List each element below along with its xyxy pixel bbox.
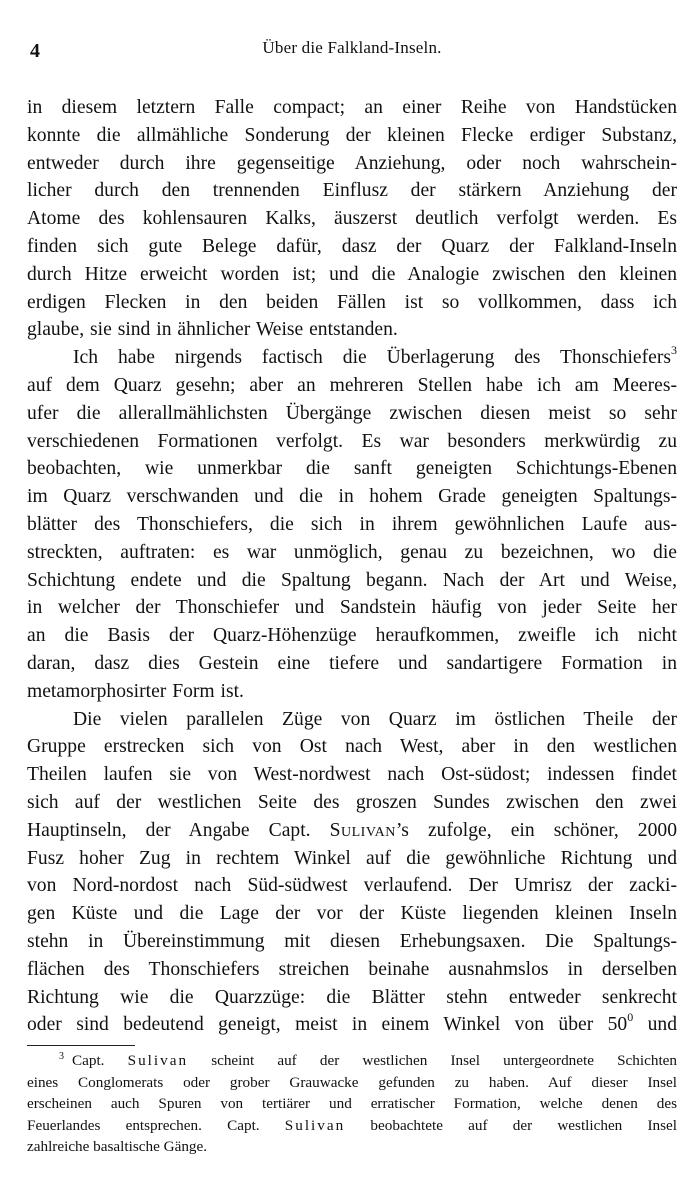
text-line: in diesem letztern Falle compact; an einer Reihe von Handstücken <box>27 97 677 118</box>
page-number: 4 <box>30 40 40 62</box>
footnote-divider <box>27 1045 135 1046</box>
text-line: blätter des Thonschiefers, die sich in ihrem gewöhnlichen Laufe aus- <box>27 513 677 535</box>
footnote-line: zahlreiche basaltische Gänge. <box>27 1138 208 1156</box>
text-line: ufer die allerallmählichsten Übergänge zwischen diesen meist so sehr <box>27 402 677 424</box>
text-line: metamorphosirter Form ist. <box>27 680 244 702</box>
text-line: im Quarz verschwanden und die in hohem Grade geneigten Spaltungs- <box>27 486 677 508</box>
text-line-content: Ich habe nirgends factisch die Überlagerung des Thonschiefers <box>73 347 671 369</box>
text-line: finden sich gute Belege dafür, dasz der Quarz der Falkland-Inseln <box>27 235 677 257</box>
text-line: licher durch den trennenden Einflusz der stärkern Anziehung der <box>27 180 677 202</box>
text-line: Atome des kohlensauren Kalks, äuszerst deutlich verfolgt werden. Es <box>27 208 677 230</box>
running-title: Über die Falkland-Inseln. <box>262 38 442 57</box>
footnote-text: Feuerlandes entsprechen. Capt. <box>27 1116 260 1134</box>
text-line-with-name <box>27 817 677 845</box>
text-line: beobachten, wie unmerkbar die sanft geneigten Schichtungs-Ebenen <box>27 458 677 480</box>
footnote-line <box>27 1115 677 1137</box>
text-line: in welcher der Thonschiefer und Sandstein häufig von jeder Seite her <box>27 597 677 619</box>
person-name: Sulivan <box>284 1116 346 1134</box>
text-line-content: und <box>633 1014 678 1036</box>
text-line: Richtung wie die Quarzzüge: die Blätter stehn entweder senkrecht <box>27 986 677 1008</box>
footnote-line: erscheinen auch Spuren von tertiärer und erratischer Formation, welche denen des <box>27 1095 677 1113</box>
text-line: daran, dasz dies Gestein eine tiefere und sandartigere Formation in <box>27 652 677 674</box>
text-line-content: oder sind bedeutend geneigt, meist in einem Winkel von über 50 <box>27 1014 628 1036</box>
text-line: entweder durch ihre gegenseitige Anziehung, oder noch wahrschein- <box>27 152 677 174</box>
text-line: Fusz hoher Zug in rechtem Winkel auf die gewöhnliche Richtung und <box>27 847 677 869</box>
footnote-reference: 3 <box>671 343 677 358</box>
text-line: flächen des Thonschiefers streichen beinahe ausnahmslos in derselben <box>27 958 677 980</box>
text-line: glaube, sie sind in ähnlicher Weise entstanden. <box>27 319 398 341</box>
text-line: konnte die allmähliche Sonderung der kleinen Flecke erdiger Substanz, <box>27 124 677 146</box>
text-line: erdigen Flecken in den beiden Fällen ist so vollkommen, dass ich <box>27 291 677 313</box>
text-line: stehn in Übereinstimmung mit diesen Erhebungsaxen. Die Spaltungs- <box>27 930 677 952</box>
text-line: an die Basis der Quarz-Höhenzüge heraufkommen, zweifle ich nicht <box>27 625 677 647</box>
footnote-line: eines Conglomerats oder grober Grauwacke gefunden zu haben. Auf dieser Insel <box>27 1073 677 1091</box>
text-line: gen Küste und die Lage der vor der Küste liegenden kleinen Inseln <box>27 903 677 925</box>
footnote-text: beobachtete auf der westlichen Insel <box>370 1116 677 1134</box>
person-name: Sulivan <box>127 1052 189 1070</box>
text-line-content: Hauptinseln, der Angabe Capt. <box>27 819 311 841</box>
body-text <box>27 94 677 1039</box>
degree-sign: 0 <box>627 1010 634 1025</box>
text-line-with-degree <box>27 1011 677 1039</box>
text-line: streckten, auftraten: es war unmöglich, genau zu bezeichnen, wo die <box>27 541 677 563</box>
footnote-mark: 3 <box>59 1051 64 1063</box>
text-line: Gruppe erstrecken sich von Ost nach West, aber in den westlichen <box>27 736 677 758</box>
text-line: sich auf der westlichen Seite des groszen Sundes zwischen den zwei <box>27 791 677 813</box>
footnote-text: scheint auf der westlichen Insel untergeordnete Schichten <box>211 1052 677 1070</box>
text-line: von Nord-nordost nach Süd-südwest verlaufend. Der Umrisz der zacki- <box>27 875 677 897</box>
footnote <box>27 1050 677 1158</box>
text-line: Theilen laufen sie von West-nordwest nach Ost-südost; indessen findet <box>27 764 677 786</box>
text-line-with-footnote-ref <box>27 344 677 372</box>
text-line: Schichtung endete und die Spaltung begann. Nach der Art und Weise, <box>27 569 677 591</box>
text-line-content: ’s zufolge, ein schöner, 2000 <box>395 819 677 841</box>
text-line: Die vielen parallelen Züge von Quarz im östlichen Theile der <box>73 708 677 730</box>
person-name: Sulivan <box>329 819 396 841</box>
footnote-text: Capt. <box>72 1052 105 1070</box>
page-header <box>27 36 677 68</box>
footnote-line <box>27 1050 677 1072</box>
text-line: verschiedenen Formationen verfolgt. Es war besonders merkwürdig zu <box>27 430 677 452</box>
text-line: auf dem Quarz gesehn; aber an mehreren Stellen habe ich am Meeres- <box>27 374 677 396</box>
text-line: durch Hitze erweicht worden ist; und die Analogie zwischen den kleinen <box>27 263 677 285</box>
